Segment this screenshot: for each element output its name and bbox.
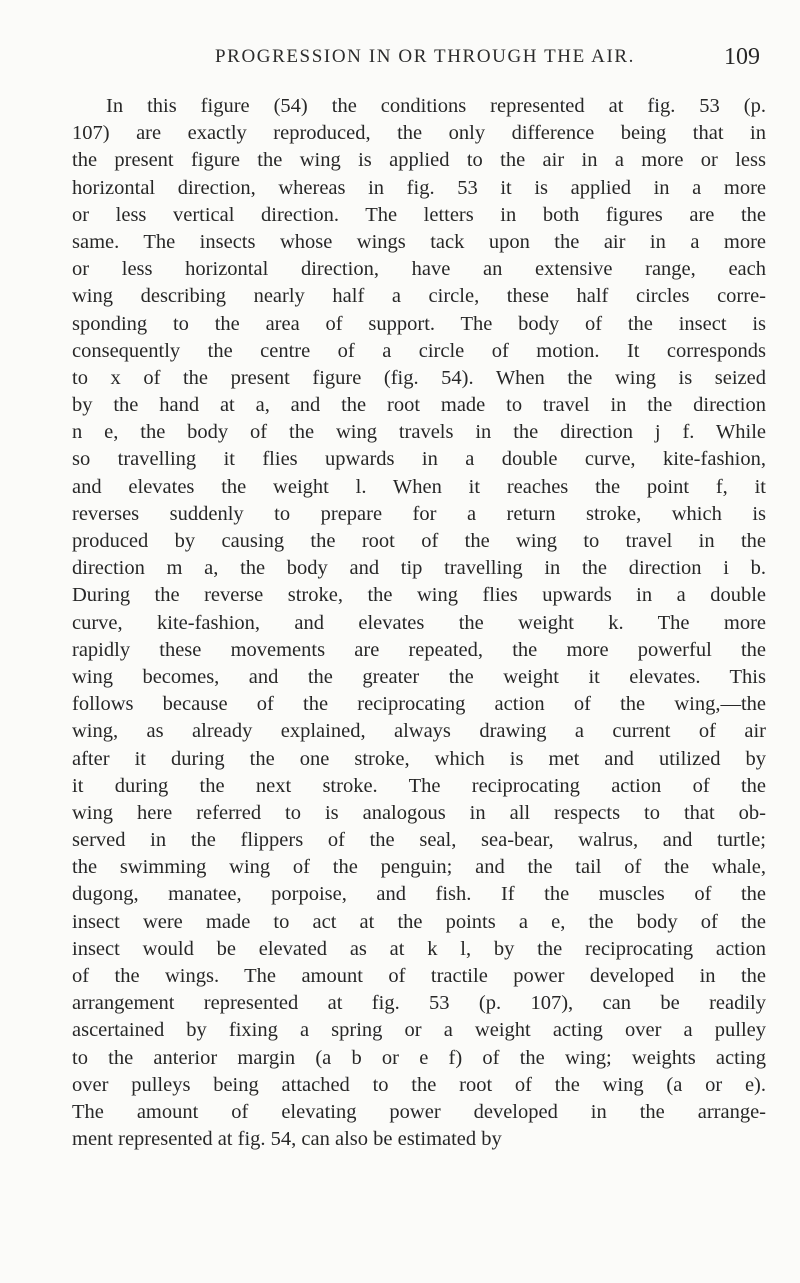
text-line: to x of the present figure (fig. 54). When the wing is seized (72, 366, 766, 389)
text-line: reverses suddenly to prepare for a return stroke, which is (72, 502, 766, 525)
text-line: insect were made to act at the points a e, the body of the (72, 910, 766, 933)
text-line: of the wings. The amount of tractile power developed in the (72, 965, 766, 987)
text-line: same. The insects whose wings tack upon the air in a more (72, 230, 766, 253)
text-line: curve, kite-fashion, and elevates the weight k. The more (72, 611, 766, 634)
text-line: wing becomes, and the greater the weight it elevates. This (72, 665, 766, 688)
text-line: the swimming wing of the penguin; and the tail of the whale, (72, 856, 766, 879)
text-line: dugong, manatee, porpoise, and fish. If the muscles of the (72, 883, 766, 906)
text-line: 107) are exactly reproduced, the only difference being that in (72, 122, 766, 145)
text-line: wing describing nearly half a circle, these half circles corre- (72, 285, 766, 308)
page-number: 109 (724, 44, 760, 70)
text-line: or less vertical direction. The letters in both figures are the (72, 203, 766, 226)
text-line: wing here referred to is analogous in all respects to that ob- (72, 801, 766, 824)
text-line: The amount of elevating power developed in the arrange- (72, 1100, 766, 1123)
text-line: so travelling it flies upwards in a double curve, kite-fashion, (72, 448, 766, 471)
text-line: produced by causing the root of the wing to travel in the (72, 530, 766, 552)
text-line: wing, as already explained, always drawing a current of air (72, 720, 766, 743)
text-line: horizontal direction, whereas in fig. 53 it is applied in a more (72, 176, 766, 199)
text-line: the present figure the wing is applied to the air in a more or less (72, 149, 766, 172)
text-line: served in the flippers of the seal, sea-bear, walrus, and turtle; (72, 829, 766, 852)
body-text (72, 93, 766, 1153)
text-line: n e, the body of the wing travels in the direction j f. While (72, 421, 766, 444)
text-line: or less horizontal direction, have an extensive range, each (72, 258, 766, 281)
text-line: insect would be elevated as at k l, by the reciprocating action (72, 937, 766, 960)
text-line: direction m a, the body and tip travelling in the direction i b. (72, 557, 766, 580)
text-line: arrangement represented at fig. 53 (p. 107), can be readily (72, 992, 766, 1015)
text-line: it during the next stroke. The reciprocating action of the (72, 774, 766, 797)
text-line: sponding to the area of support. The body of the insect is (72, 312, 766, 335)
text-line: and elevates the weight l. When it reaches the point f, it (72, 475, 766, 498)
text-line: by the hand at a, and the root made to travel in the direction (72, 394, 766, 417)
text-line: ascertained by fixing a spring or a weight acting over a pulley (72, 1019, 766, 1042)
text-line: rapidly these movements are repeated, the more powerful the (72, 638, 766, 661)
text-line: In this figure (54) the conditions represented at fig. 53 (p. (106, 95, 766, 117)
text-line: to the anterior margin (a b or e f) of the wing; weights acting (72, 1046, 766, 1069)
text-line: over pulleys being attached to the root of the wing (a or e). (72, 1073, 766, 1096)
text-line: after it during the one stroke, which is met and utilized by (72, 747, 766, 770)
text-line: follows because of the reciprocating action of the wing,—the (72, 693, 766, 716)
text-line: During the reverse stroke, the wing flies upwards in a double (72, 584, 766, 607)
text-line: consequently the centre of a circle of motion. It corresponds (72, 339, 766, 362)
text-line: ment represented at fig. 54, can also be estimated by (72, 1128, 502, 1151)
running-head (0, 46, 800, 76)
running-title: PROGRESSION IN OR THROUGH THE AIR. (215, 46, 636, 67)
